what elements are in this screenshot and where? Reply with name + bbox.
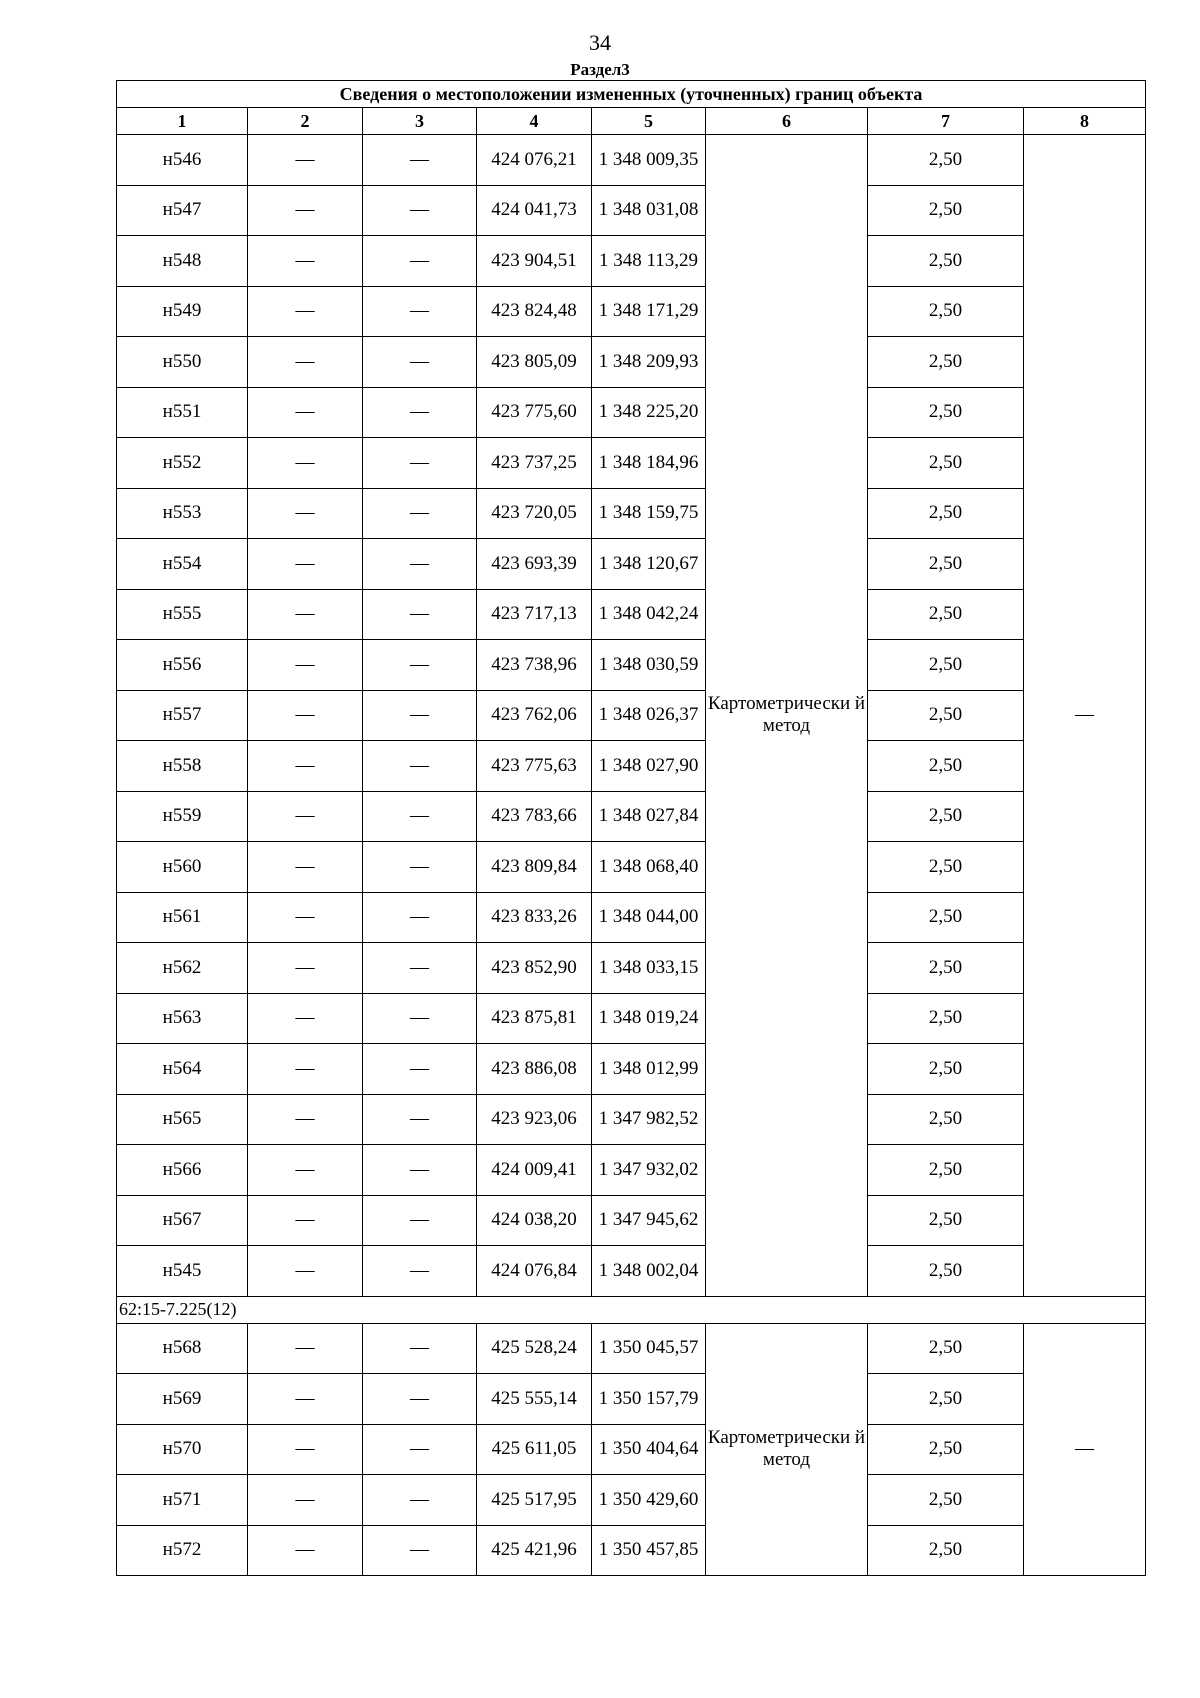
table-row: [117, 1195, 1146, 1246]
x-coordinate-cell: 424 076,21: [477, 135, 592, 186]
x-coordinate-cell: 425 528,24: [477, 1323, 592, 1374]
table-row: [117, 791, 1146, 842]
y-coordinate-cell: 1 348 113,29: [592, 236, 706, 287]
y-coordinate-cell: 1 348 159,75: [592, 488, 706, 539]
col2-cell: —: [248, 943, 363, 994]
col2-cell: —: [248, 589, 363, 640]
column-header: 6: [706, 108, 868, 135]
y-coordinate-cell: 1 348 002,04: [592, 1246, 706, 1297]
x-coordinate-cell: 423 904,51: [477, 236, 592, 287]
col3-cell: —: [363, 337, 477, 388]
table-title-row: [117, 81, 1146, 108]
section-label: Раздел3: [570, 60, 630, 79]
x-coordinate-cell: 423 852,90: [477, 943, 592, 994]
col2-cell: —: [248, 185, 363, 236]
column-header: 4: [477, 108, 592, 135]
y-coordinate-cell: 1 348 019,24: [592, 993, 706, 1044]
col3-cell: —: [363, 892, 477, 943]
column-header: 3: [363, 108, 477, 135]
col3-cell: —: [363, 741, 477, 792]
col2-cell: —: [248, 1475, 363, 1526]
table-row: [117, 1246, 1146, 1297]
table-row: [117, 1094, 1146, 1145]
x-coordinate-cell: 423 775,60: [477, 387, 592, 438]
x-coordinate-cell: 423 923,06: [477, 1094, 592, 1145]
col3-cell: —: [363, 690, 477, 741]
accuracy-cell: 2,50: [868, 1246, 1024, 1297]
col3-cell: —: [363, 1094, 477, 1145]
x-coordinate-cell: 423 762,06: [477, 690, 592, 741]
col2-cell: —: [248, 791, 363, 842]
point-name-cell: н571: [117, 1475, 248, 1526]
table-row: [117, 1525, 1146, 1576]
col3-cell: —: [363, 185, 477, 236]
x-coordinate-cell: 423 809,84: [477, 842, 592, 893]
col2-cell: —: [248, 640, 363, 691]
y-coordinate-cell: 1 348 225,20: [592, 387, 706, 438]
point-name-cell: н564: [117, 1044, 248, 1095]
point-name-cell: н568: [117, 1323, 248, 1374]
y-coordinate-cell: 1 348 044,00: [592, 892, 706, 943]
point-name-cell: н558: [117, 741, 248, 792]
col3-cell: —: [363, 387, 477, 438]
y-coordinate-cell: 1 347 932,02: [592, 1145, 706, 1196]
point-name-cell: н548: [117, 236, 248, 287]
column-header: 8: [1024, 108, 1146, 135]
y-coordinate-cell: 1 347 945,62: [592, 1195, 706, 1246]
col3-cell: —: [363, 1246, 477, 1297]
accuracy-cell: 2,50: [868, 337, 1024, 388]
table-row: [117, 741, 1146, 792]
table-row: [117, 236, 1146, 287]
point-name-cell: н550: [117, 337, 248, 388]
col3-cell: —: [363, 236, 477, 287]
y-coordinate-cell: 1 348 031,08: [592, 185, 706, 236]
point-name-cell: н552: [117, 438, 248, 489]
table-row: [117, 690, 1146, 741]
accuracy-cell: 2,50: [868, 1424, 1024, 1475]
point-name-cell: н553: [117, 488, 248, 539]
accuracy-cell: 2,50: [868, 1525, 1024, 1576]
accuracy-cell: 2,50: [868, 892, 1024, 943]
point-name-cell: н572: [117, 1525, 248, 1576]
col3-cell: —: [363, 589, 477, 640]
x-coordinate-cell: 423 824,48: [477, 286, 592, 337]
col2-cell: —: [248, 135, 363, 186]
accuracy-cell: 2,50: [868, 741, 1024, 792]
col2-cell: —: [248, 1374, 363, 1425]
y-coordinate-cell: 1 350 457,85: [592, 1525, 706, 1576]
y-coordinate-cell: 1 350 404,64: [592, 1424, 706, 1475]
table-row: [117, 842, 1146, 893]
table-row: [117, 1323, 1146, 1374]
accuracy-cell: 2,50: [868, 539, 1024, 590]
y-coordinate-cell: 1 348 120,67: [592, 539, 706, 590]
x-coordinate-cell: 423 737,25: [477, 438, 592, 489]
x-coordinate-cell: 423 738,96: [477, 640, 592, 691]
method-cell: Картометрически й метод: [706, 135, 868, 1297]
table-row: [117, 993, 1146, 1044]
y-coordinate-cell: 1 348 171,29: [592, 286, 706, 337]
point-name-cell: н557: [117, 690, 248, 741]
x-coordinate-cell: 423 833,26: [477, 892, 592, 943]
col2-cell: —: [248, 1424, 363, 1475]
point-name-cell: н569: [117, 1374, 248, 1425]
column-header: 5: [592, 108, 706, 135]
col3-cell: —: [363, 539, 477, 590]
x-coordinate-cell: 423 886,08: [477, 1044, 592, 1095]
group-label: 62:15-7.225(12): [117, 1296, 1146, 1323]
table-row: [117, 286, 1146, 337]
col3-cell: —: [363, 1525, 477, 1576]
col8-cell: —: [1024, 1323, 1146, 1576]
accuracy-cell: 2,50: [868, 640, 1024, 691]
col3-cell: —: [363, 791, 477, 842]
y-coordinate-cell: 1 350 045,57: [592, 1323, 706, 1374]
col3-cell: —: [363, 135, 477, 186]
y-coordinate-cell: 1 348 033,15: [592, 943, 706, 994]
accuracy-cell: 2,50: [868, 236, 1024, 287]
col2-cell: —: [248, 1323, 363, 1374]
table-row: [117, 1424, 1146, 1475]
column-number-row: [117, 108, 1146, 135]
col8-cell: —: [1024, 135, 1146, 1297]
accuracy-cell: 2,50: [868, 993, 1024, 1044]
point-name-cell: н547: [117, 185, 248, 236]
y-coordinate-cell: 1 347 982,52: [592, 1094, 706, 1145]
accuracy-cell: 2,50: [868, 286, 1024, 337]
table-row: [117, 1145, 1146, 1196]
col3-cell: —: [363, 488, 477, 539]
y-coordinate-cell: 1 348 009,35: [592, 135, 706, 186]
accuracy-cell: 2,50: [868, 1044, 1024, 1095]
column-header: 1: [117, 108, 248, 135]
y-coordinate-cell: 1 348 027,90: [592, 741, 706, 792]
y-coordinate-cell: 1 348 027,84: [592, 791, 706, 842]
col2-cell: —: [248, 993, 363, 1044]
y-coordinate-cell: 1 350 157,79: [592, 1374, 706, 1425]
point-name-cell: н560: [117, 842, 248, 893]
col3-cell: —: [363, 1475, 477, 1526]
x-coordinate-cell: 425 555,14: [477, 1374, 592, 1425]
x-coordinate-cell: 425 611,05: [477, 1424, 592, 1475]
point-name-cell: н563: [117, 993, 248, 1044]
col3-cell: —: [363, 1195, 477, 1246]
accuracy-cell: 2,50: [868, 690, 1024, 741]
col2-cell: —: [248, 286, 363, 337]
y-coordinate-cell: 1 350 429,60: [592, 1475, 706, 1526]
x-coordinate-cell: 424 041,73: [477, 185, 592, 236]
x-coordinate-cell: 423 717,13: [477, 589, 592, 640]
point-name-cell: н565: [117, 1094, 248, 1145]
point-name-cell: н562: [117, 943, 248, 994]
col3-cell: —: [363, 842, 477, 893]
col3-cell: —: [363, 993, 477, 1044]
x-coordinate-cell: 423 775,63: [477, 741, 592, 792]
y-coordinate-cell: 1 348 068,40: [592, 842, 706, 893]
col3-cell: —: [363, 1374, 477, 1425]
col3-cell: —: [363, 438, 477, 489]
page-number: 34: [589, 30, 611, 55]
accuracy-cell: 2,50: [868, 1094, 1024, 1145]
point-name-cell: н546: [117, 135, 248, 186]
point-name-cell: н567: [117, 1195, 248, 1246]
table-row: [117, 589, 1146, 640]
y-coordinate-cell: 1 348 184,96: [592, 438, 706, 489]
col2-cell: —: [248, 236, 363, 287]
point-name-cell: н570: [117, 1424, 248, 1475]
y-coordinate-cell: 1 348 030,59: [592, 640, 706, 691]
point-name-cell: н545: [117, 1246, 248, 1297]
point-name-cell: н555: [117, 589, 248, 640]
point-name-cell: н556: [117, 640, 248, 691]
accuracy-cell: 2,50: [868, 1475, 1024, 1526]
table-row: [117, 488, 1146, 539]
x-coordinate-cell: 425 421,96: [477, 1525, 592, 1576]
point-name-cell: н566: [117, 1145, 248, 1196]
col3-cell: —: [363, 943, 477, 994]
x-coordinate-cell: 424 038,20: [477, 1195, 592, 1246]
point-name-cell: н551: [117, 387, 248, 438]
col2-cell: —: [248, 1525, 363, 1576]
x-coordinate-cell: 424 009,41: [477, 1145, 592, 1196]
point-name-cell: н561: [117, 892, 248, 943]
col2-cell: —: [248, 892, 363, 943]
group-label-row: [117, 1296, 1146, 1323]
accuracy-cell: 2,50: [868, 185, 1024, 236]
col3-cell: —: [363, 1424, 477, 1475]
y-coordinate-cell: 1 348 026,37: [592, 690, 706, 741]
accuracy-cell: 2,50: [868, 842, 1024, 893]
table-row: [117, 337, 1146, 388]
table-row: [117, 387, 1146, 438]
table-row: [117, 539, 1146, 590]
accuracy-cell: 2,50: [868, 1374, 1024, 1425]
table-row: [117, 640, 1146, 691]
table-row: [117, 943, 1146, 994]
coordinates-table: [116, 80, 1146, 1576]
method-cell: Картометрически й метод: [706, 1323, 868, 1576]
table-body: [117, 135, 1146, 1576]
col2-cell: —: [248, 1145, 363, 1196]
accuracy-cell: 2,50: [868, 1323, 1024, 1374]
accuracy-cell: 2,50: [868, 791, 1024, 842]
col3-cell: —: [363, 1145, 477, 1196]
col2-cell: —: [248, 1094, 363, 1145]
col2-cell: —: [248, 387, 363, 438]
col3-cell: —: [363, 1323, 477, 1374]
accuracy-cell: 2,50: [868, 1145, 1024, 1196]
accuracy-cell: 2,50: [868, 135, 1024, 186]
col2-cell: —: [248, 690, 363, 741]
col2-cell: —: [248, 741, 363, 792]
x-coordinate-cell: 423 805,09: [477, 337, 592, 388]
y-coordinate-cell: 1 348 042,24: [592, 589, 706, 640]
table-row: [117, 1044, 1146, 1095]
table-row: [117, 185, 1146, 236]
point-name-cell: н559: [117, 791, 248, 842]
accuracy-cell: 2,50: [868, 387, 1024, 438]
col2-cell: —: [248, 1246, 363, 1297]
accuracy-cell: 2,50: [868, 1195, 1024, 1246]
table-row: [117, 1475, 1146, 1526]
point-name-cell: н554: [117, 539, 248, 590]
col2-cell: —: [248, 842, 363, 893]
point-name-cell: н549: [117, 286, 248, 337]
x-coordinate-cell: 423 693,39: [477, 539, 592, 590]
accuracy-cell: 2,50: [868, 488, 1024, 539]
col2-cell: —: [248, 488, 363, 539]
col3-cell: —: [363, 640, 477, 691]
table-row: [117, 135, 1146, 186]
table-row: [117, 1374, 1146, 1425]
x-coordinate-cell: 425 517,95: [477, 1475, 592, 1526]
table-row: [117, 892, 1146, 943]
col2-cell: —: [248, 1195, 363, 1246]
col3-cell: —: [363, 286, 477, 337]
column-header: 2: [248, 108, 363, 135]
x-coordinate-cell: 423 783,66: [477, 791, 592, 842]
col3-cell: —: [363, 1044, 477, 1095]
col2-cell: —: [248, 337, 363, 388]
table-row: [117, 438, 1146, 489]
x-coordinate-cell: 423 875,81: [477, 993, 592, 1044]
y-coordinate-cell: 1 348 209,93: [592, 337, 706, 388]
x-coordinate-cell: 424 076,84: [477, 1246, 592, 1297]
accuracy-cell: 2,50: [868, 438, 1024, 489]
col2-cell: —: [248, 539, 363, 590]
column-header: 7: [868, 108, 1024, 135]
y-coordinate-cell: 1 348 012,99: [592, 1044, 706, 1095]
table-title: Сведения о местоположении измененных (уточненных) границ объекта: [117, 81, 1146, 108]
accuracy-cell: 2,50: [868, 943, 1024, 994]
col2-cell: —: [248, 1044, 363, 1095]
x-coordinate-cell: 423 720,05: [477, 488, 592, 539]
accuracy-cell: 2,50: [868, 589, 1024, 640]
col2-cell: —: [248, 438, 363, 489]
